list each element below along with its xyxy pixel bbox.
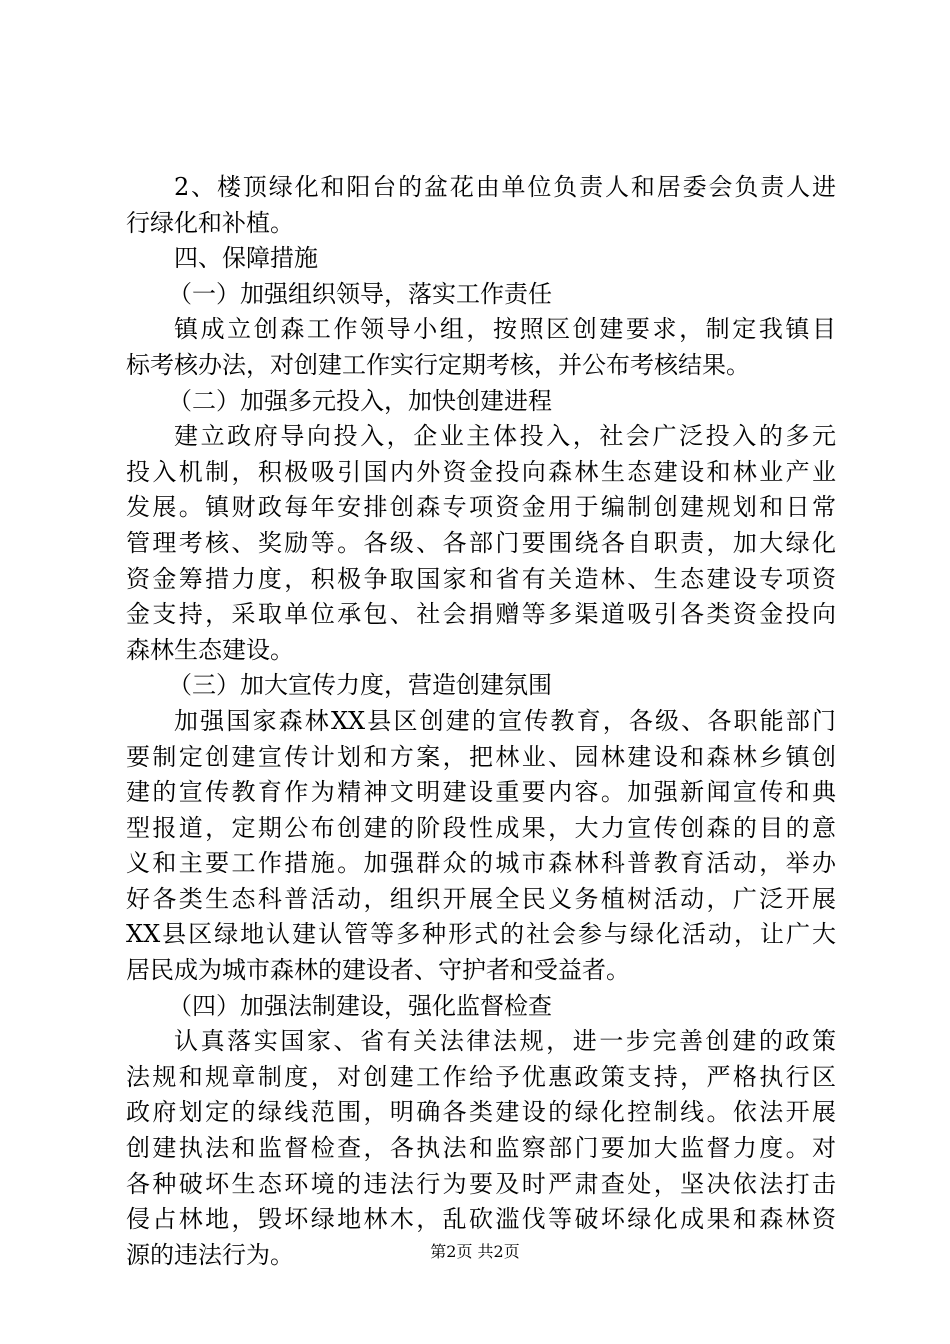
subsection-heading: （三）加大宣传力度，营造创建氛围 [168,671,552,700]
body-text-line: 镇成立创森工作领导小组，按照区创建要求，制定我镇目 [174,315,836,344]
body-text-line: 金支持，采取单位承包、社会捐赠等多渠道吸引各类资金投向 [126,600,836,629]
body-text-line: 加强国家森林XX县区创建的宣传教育，各级、各职能部门 [174,706,836,735]
document-body [126,170,836,1273]
page-footer: 第2页 共2页 [430,1242,520,1261]
body-text-line: 要制定创建宣传计划和方案，把林业、园林建设和森林乡镇创 [126,742,836,771]
subsection-heading: （二）加强多元投入，加快创建进程 [168,386,552,415]
body-text-line: XX县区绿地认建认管等多种形式的社会参与绿化活动，让广大 [126,920,836,949]
body-text-line: 源的违法行为。 [126,1240,294,1269]
body-text-line: 认真落实国家、省有关法律法规，进一步完善创建的政策 [174,1027,836,1056]
body-text-line: 标考核办法，对创建工作实行定期考核，并公布考核结果。 [126,350,750,379]
body-text-line: 侵占林地，毁坏绿地林木，乱砍滥伐等破坏绿化成果和森林资 [126,1205,836,1234]
section-heading: 四、保障措施 [174,244,318,273]
body-text-line: 居民成为城市森林的建设者、守护者和受益者。 [126,956,630,985]
body-text-line: 法规和规章制度，对创建工作给予优惠政策支持，严格执行区 [126,1062,836,1091]
body-text-line: 政府划定的绿线范围，明确各类建设的绿化控制线。依法开展 [126,1098,836,1127]
subsection-heading: （四）加强法制建设，强化监督检查 [168,991,552,1020]
body-text-line: 2、楼顶绿化和阳台的盆花由单位负责人和居委会负责人进 [174,173,836,201]
body-text-line: 义和主要工作措施。加强群众的城市森林科普教育活动，举办 [126,849,836,878]
body-text-line: 森林生态建设。 [126,635,294,664]
subsection-heading: （一）加强组织领导，落实工作责任 [168,279,552,308]
body-text-line: 发展。镇财政每年安排创森专项资金用于编制创建规划和日常 [126,493,836,522]
body-text-line: 投入机制，积极吸引国内外资金投向森林生态建设和林业产业 [126,457,836,486]
body-text-line: 好各类生态科普活动，组织开展全民义务植树活动，广泛开展 [126,884,836,913]
body-text-line: 建立政府导向投入，企业主体投入，社会广泛投入的多元 [174,422,836,451]
body-text-line: 各种破坏生态环境的违法行为要及时严肃查处，坚决依法打击 [126,1169,836,1198]
body-text-line: 行绿化和补植。 [126,208,294,237]
body-text-line: 建的宣传教育作为精神文明建设重要内容。加强新闻宣传和典 [126,778,836,807]
body-text-line: 管理考核、奖励等。各级、各部门要围绕各自职责，加大绿化 [126,528,836,557]
body-text-line: 资金筹措力度，积极争取国家和省有关造林、生态建设专项资 [126,564,836,593]
body-text-line: 型报道，定期公布创建的阶段性成果，大力宣传创森的目的意 [126,813,836,842]
body-text-line: 创建执法和监督检查，各执法和监察部门要加大监督力度。对 [126,1134,836,1163]
